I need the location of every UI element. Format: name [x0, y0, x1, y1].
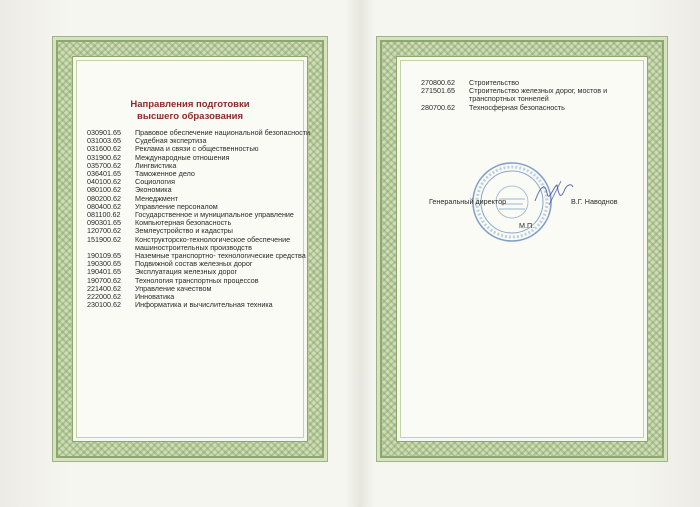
program-code: 080100.62 [87, 185, 121, 195]
program-row [87, 178, 317, 186]
program-row [421, 104, 651, 112]
content-area [76, 60, 311, 438]
program-list [421, 79, 651, 112]
program-name: Государственное и муниципальное управление [135, 210, 294, 220]
program-name: Таможенное дело [135, 169, 195, 179]
program-row [421, 87, 651, 103]
program-code: 230100.62 [87, 300, 121, 310]
program-name: Управление качеством [135, 283, 212, 293]
program-name: Информатика и вычислительная техника [135, 300, 273, 310]
program-code: 090301.65 [87, 218, 121, 228]
program-row [87, 285, 317, 293]
program-name: Землеустройство и кадастры [135, 226, 233, 236]
program-code: 190300.65 [87, 259, 121, 269]
signatory-title: Генеральный директор [429, 197, 507, 206]
program-list [87, 129, 317, 309]
program-code: 190401.65 [87, 267, 121, 277]
inner-frame [72, 56, 311, 442]
program-name: Экономика [135, 185, 172, 195]
program-name: Конструкторско-технологическое обеспечение машиностроительных производств [135, 234, 291, 252]
program-name: Менеджмент [135, 193, 179, 203]
program-name: Управление персоналом [135, 201, 218, 211]
program-name: Инноватика [135, 292, 175, 302]
page-title [77, 99, 303, 123]
guilloche-border [380, 40, 664, 458]
left-page [52, 36, 328, 462]
program-code: 120700.62 [87, 226, 121, 236]
program-code: 190700.62 [87, 275, 121, 285]
program-row [87, 186, 317, 194]
program-code: 081100.62 [87, 210, 121, 220]
program-code: 030901.65 [87, 128, 121, 137]
program-code: 031600.62 [87, 144, 121, 154]
program-row [87, 170, 317, 178]
signatory-name: В.Г. Наводнов [571, 197, 618, 206]
program-name: Лингвистика [135, 160, 177, 170]
program-code: 270800.62 [421, 78, 455, 87]
guilloche-border [56, 40, 324, 458]
program-code: 036401.65 [87, 169, 121, 179]
program-code: 040100.62 [87, 177, 121, 187]
program-code: 035700.62 [87, 160, 121, 170]
inner-frame [396, 56, 648, 442]
title-line-2: высшего образования [137, 111, 243, 122]
title-line-1: Направления подготовки [130, 99, 250, 110]
program-name: Техносферная безопасность [469, 102, 565, 112]
program-code: 221400.62 [87, 283, 121, 293]
program-code: 151900.62 [87, 234, 121, 244]
program-row [87, 236, 317, 252]
program-row [87, 301, 317, 309]
program-name: Технология транспортных процессов [135, 275, 259, 285]
program-name: Компьютерная безопасность [135, 218, 232, 228]
program-code: 031003.65 [87, 136, 121, 146]
program-code: 222000.62 [87, 292, 121, 302]
program-name: Строительство [469, 78, 520, 87]
program-name: Реклама и связи с общественностью [135, 144, 259, 154]
program-code: 031900.62 [87, 152, 121, 162]
content-area [400, 60, 644, 438]
program-code: 190109.65 [87, 251, 121, 261]
right-page [376, 36, 668, 462]
program-code: 280700.62 [421, 102, 455, 112]
program-name: Наземные транспортно- технологические средства [135, 251, 306, 261]
program-name: Эксплуатация железных дорог [135, 267, 238, 277]
program-name: Международные отношения [135, 152, 230, 162]
program-name: Правовое обеспечение национальной безопасности [135, 128, 311, 137]
page-fold [345, 0, 375, 507]
program-code: 080400.62 [87, 201, 121, 211]
program-name: Судебная экспертиза [135, 136, 207, 146]
program-name: Социология [135, 177, 175, 187]
program-code: 080200.62 [87, 193, 121, 203]
program-name: Подвижной состав железных дорог [135, 259, 253, 269]
program-row [87, 154, 317, 162]
handwritten-signature [531, 179, 576, 209]
program-row [87, 162, 317, 170]
program-code: 271501.65 [421, 86, 455, 96]
seal-label: М.П. [519, 221, 535, 230]
program-name: Строительство железных дорог, мостов и транспортных тоннелей [469, 86, 608, 104]
